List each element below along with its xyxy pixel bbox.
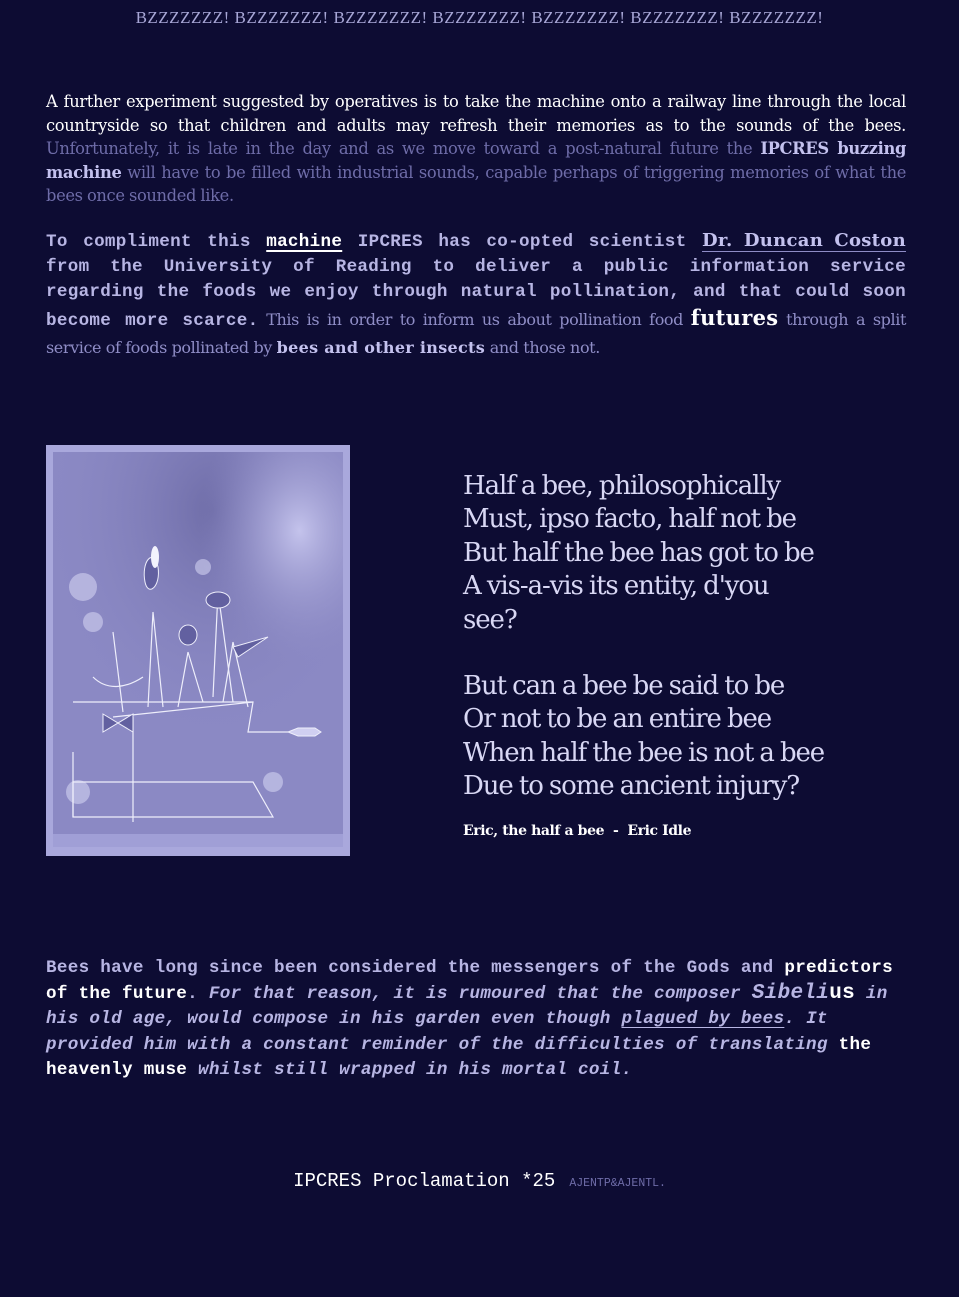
artwork-drawing: [53, 452, 343, 847]
sibelius-name-end: us: [829, 982, 856, 1006]
signature: AJENTP&AJENTL.: [569, 1177, 666, 1190]
heavenly-muse-highlight: the heavenly muse: [46, 1034, 872, 1080]
twittering-machine-artwork: [46, 445, 350, 856]
poem-line: Or not to be an entire bee: [463, 704, 772, 735]
scientist-text-5: through a split service of foods pollinated by: [46, 310, 906, 357]
plagued-link[interactable]: plagued by bees: [621, 1009, 785, 1030]
poem-line: see?: [463, 604, 517, 635]
sibelius-name: Sibeli: [751, 982, 830, 1006]
sibelius-italic-2: in his old age, would compose in his garden even though: [46, 984, 888, 1030]
buzzing-machine-highlight: IPCRES buzzing machine: [46, 139, 906, 182]
intro-lead-text: A further experiment suggested by operatives is to take the machine onto a railway line through the local countryside so that children and adults may refresh their memories as to the sounds of the bees.: [46, 92, 906, 135]
sibelius-italic-3: . It provided him with a constant reminder of the difficulties of translating: [46, 1009, 839, 1055]
intro-muted-text-end: will have to be filled with industrial sounds, capable perhaps of triggering memories of what the bees once sounded like.: [46, 162, 906, 206]
machine-link[interactable]: machine: [266, 232, 343, 252]
poem-line: Must, ipso facto, half not be: [463, 504, 796, 535]
poem-line: But can a bee be said to be: [463, 671, 785, 702]
poem-line: But half the bee has got to be: [463, 537, 814, 568]
footer: [0, 1170, 959, 1192]
poem-stanza-1: [463, 470, 923, 637]
sibelius-italic-1: For that reason, it is rumoured that the composer: [208, 984, 752, 1005]
poem-line: Half a bee, philosophically: [463, 471, 781, 501]
poem: [463, 470, 923, 837]
scientist-paragraph: [46, 228, 906, 362]
bees-insects-highlight: bees and other insects: [276, 338, 486, 357]
futures-highlight: futures: [690, 305, 779, 330]
intro-paragraph: [46, 90, 906, 208]
proclamation-title: IPCRES Proclamation *25: [293, 1170, 556, 1192]
scientist-text-4: This is in order to inform us about pollination food: [258, 310, 691, 329]
scientist-text-1: To compliment this: [46, 232, 267, 252]
scientist-text-6: and those not.: [485, 338, 600, 357]
sibelius-text-1: Bees have long since been considered the messengers of the Gods and: [46, 958, 785, 978]
poem-line: Due to some ancient injury?: [463, 771, 800, 802]
scientist-text-3: from the University of Reading to deliver a public information service regarding the foods we enjoy through natural pollination, and that could soon become more scarce.: [46, 257, 906, 331]
buzz-banner: BZZZZZZZ! BZZZZZZZ! BZZZZZZZ! BZZZZZZZ! BZZZZZZZ! BZZZZZZZ! BZZZZZZZ!: [135, 8, 824, 27]
poem-line: A vis-a-vis its entity, d'you: [463, 571, 769, 602]
sibelius-text-2: .: [187, 984, 209, 1005]
poem-line: When half the bee is not a bee: [463, 737, 825, 768]
sibelius-italic-4: whilst still wrapped in his mortal coil.: [187, 1059, 633, 1080]
poem-stanza-2: [463, 670, 923, 804]
scientist-link[interactable]: Dr. Duncan Coston: [702, 230, 906, 251]
sibelius-paragraph: [46, 956, 906, 1083]
predictors-highlight: predictors of the future: [46, 958, 893, 1005]
intro-muted-text: Unfortunately, it is late in the day and as we move toward a post-natural future the: [46, 139, 761, 159]
scientist-text-2: IPCRES has co-opted scientist: [342, 232, 703, 252]
poem-attribution: Eric, the half a bee - Eric Idle: [463, 823, 692, 839]
